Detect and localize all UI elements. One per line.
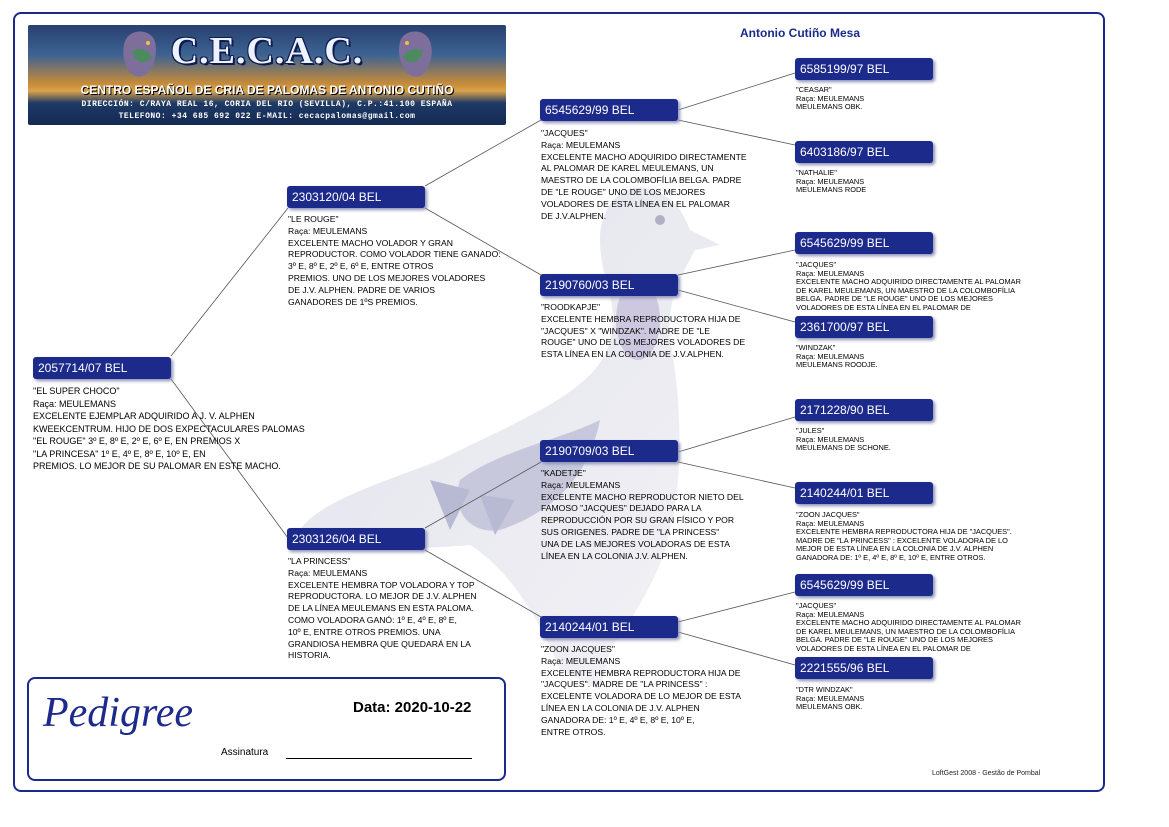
signature-line: [286, 758, 472, 759]
header-banner: [28, 25, 506, 125]
gg-info-1: "CEASAR" Raça: MEULEMANS MEULEMANS OBK.: [796, 85, 865, 112]
gg-info-2: "NATHALIE" Raça: MEULEMANS MEULEMANS RODE: [796, 168, 867, 195]
gg-ring-7[interactable]: 6545629/99 BEL: [795, 574, 933, 596]
gg-ring-8[interactable]: 2221555/96 BEL: [795, 657, 933, 679]
gg-info-8: "DTR WINDZAK" Raça: MEULEMANS MEULEMANS OBK.: [796, 685, 865, 712]
sire-ring[interactable]: 2303120/04 BEL: [287, 186, 425, 208]
banner-title: C.E.C.A.C.: [170, 30, 364, 72]
gg-info-5: "JULES" Raça: MEULEMANS MEULEMANS DE SCHONE.: [796, 426, 891, 453]
gg-info-4: "WINDZAK" Raça: MEULEMANS MEULEMANS ROODJE.: [796, 343, 878, 370]
owner-name: Antonio Cutiño Mesa: [740, 26, 860, 40]
gg-ring-4[interactable]: 2361700/97 BEL: [795, 316, 933, 338]
pedigree-logo-text: Pedigree: [43, 690, 194, 736]
sire-dam-ring[interactable]: 2190760/03 BEL: [540, 274, 678, 296]
gg-info-6: "ZOON JACQUES" Raça: MEULEMANS EXCELENTE HEMBRA REPRODUCTORA HIJA DE "JACQUES". MADRE DE "LA PRINCESS" : EXCELENTE VOLADORA DE LO MEJOR DE ESTA LÍNEA EN LA COLONIA DE J.V. ALPHEN GANADORA DE: 1º E, 4º E, 8º E, 10º E, ENTRE OTROS.: [796, 510, 1012, 562]
dam-dam-ring[interactable]: 2140244/01 BEL: [540, 616, 678, 638]
pedigree-footer: [27, 677, 506, 781]
gg-ring-6[interactable]: 2140244/01 BEL: [795, 482, 933, 504]
gg-ring-1[interactable]: 6585199/97 BEL: [795, 58, 933, 80]
gg-ring-2[interactable]: 6403186/97 BEL: [795, 141, 933, 163]
subject-ring[interactable]: 2057714/07 BEL: [33, 357, 171, 379]
dam-dam-info: "ZOON JACQUES" Raça: MEULEMANS EXCELENTE HEMBRA REPRODUCTORA HIJA DE "JACQUES". MADRE DE "LA PRINCESS" : EXCELENTE VOLADORA DE LO MEJOR DE ESTA LÍNEA EN LA COLONIA DE J.V. ALPHEN GANADORA DE: 1º E, 4º E, 8º E, 10º E, ENTRE OTROS.: [541, 644, 741, 737]
subject-info: "EL SUPER CHOCO" Raça: MEULEMANS EXCELENTE EJEMPLAR ADQUIRIDO A J. V. ALPHEN KWEEKCENTRUM. HIJO DE DOS EXPECTACULARES PALOMAS "EL ROUGE" 3º E, 8º E, 2º E, 6º E, EN PREMIOS X "LA PRINCESA" 1º E, 4º E, 8º E, 10º E, EN PREMIOS. LO MEJOR DE SU PALOMAR EN ESTE MACHO.: [33, 386, 305, 471]
dam-ring[interactable]: 2303126/04 BEL: [287, 528, 425, 550]
dam-sire-info: "KADETJE" Raça: MEULEMANS EXCELENTE MACHO REPRODUCTOR NIETO DEL FAMOSO "JACQUES" DEJADO PARA LA REPRODUCCIÓN POR SU GRAN FÍSICO Y POR SUS ORIGENES. PADRE DE "LA PRINCESS" UNA DE LAS MEJORES VOLADORAS DE ESTA LÍNEA EN LA COLONIA J.V. ALPHEN.: [541, 468, 744, 561]
software-credit: LoftGest 2008 - Gestão de Pombal: [932, 770, 1041, 777]
gg-info-3: "JACQUES" Raça: MEULEMANS EXCELENTE MACHO ADQUIRIDO DIRECTAMENTE AL PALOMAR DE KAREL MEULEMANS, UN MAESTRO DE LA COLOMBOFÍLIA BELGA. PADRE DE "LE ROUGE" UNO DE LOS MEJORES VOLADORES DE ESTA LÍNEA EN EL PALOMAR DE: [796, 260, 1021, 312]
sire-sire-ring[interactable]: 6545629/99 BEL: [540, 99, 678, 121]
dam-info: "LA PRINCESS" Raça: MEULEMANS EXCELENTE HEMBRA TOP VOLADORA Y TOP REPRODUCTORA. LO MEJOR DE J.V. ALPHEN DE LA LÍNEA MEULEMANS EN ESTA PALOMA. COMO VOLADORA GANÓ: 1º E, 4º E, 8º E, 10º E, ENTRE OTROS PREMIOS. UNA GRANDIOSA HEMBRA QUE QUEDARÁ EN LA HISTORIA.: [288, 556, 477, 661]
signature-label: Assinatura: [221, 747, 269, 758]
date-label: Data: 2020-10-22: [353, 699, 472, 716]
dam-sire-ring[interactable]: 2190709/03 BEL: [540, 440, 678, 462]
banner-contact: TELEFONO: +34 685 692 022 E-MAIL: cecacpalomas@gmail.com: [118, 112, 416, 121]
banner-subtitle: CENTRO ESPAÑOL DE CRIA DE PALOMAS DE ANTONIO CUTIÑO: [80, 83, 454, 97]
sire-info: "LE ROUGE" Raça: MEULEMANS EXCELENTE MACHO VOLADOR Y GRAN REPRODUCTOR. COMO VOLADOR TIENE GANADO: 3º E, 8º E, 2º E, 6º E, ENTRE OTROS PREMIOS. UNO DE LOS MEJORES VOLADORES DE J.V. ALPHEN. PADRE DE VARIOS GANADORES DE 1ºS PREMIOS.: [288, 214, 501, 307]
gg-info-7: "JACQUES" Raça: MEULEMANS EXCELENTE MACHO ADQUIRIDO DIRECTAMENTE AL PALOMAR DE KAREL MEULEMANS, UN MAESTRO DE LA COLOMBOFÍLIA BELGA. PADRE DE "LE ROUGE" UNO DE LOS MEJORES VOLADORES DE ESTA LÍNEA EN EL PALOMAR DE: [796, 601, 1021, 653]
banner-address: DIRECCIÓN: C/RAYA REAL 16, CORIA DEL RIO (SEVILLA), C.P.:41.100 ESPAÑA: [81, 100, 453, 109]
gg-ring-3[interactable]: 6545629/99 BEL: [795, 232, 933, 254]
sire-dam-info: "ROODKAPJE" EXCELENTE HEMBRA REPRODUCTORA HIJA DE "JACQUES" X "WINDZAK". MADRE DE "LE ROUGE" UNO DE LOS MEJORES VOLADORES DE ESTA LÍNEA EN LA COLONIA DE J.V.ALPHEN.: [541, 302, 746, 360]
gg-ring-5[interactable]: 2171228/90 BEL: [795, 399, 933, 421]
sire-sire-info: "JACQUES" Raça: MEULEMANS EXCELENTE MACHO ADQUIRIDO DIRECTAMENTE AL PALOMAR DE KAREL MEULEMANS, UN MAESTRO DE LA COLOMBOFÍLIA BELGA. PADRE DE "LE ROUGE" UNO DE LOS MEJORES VOLADORES DE ESTA LÍNEA EN EL PALOMAR DE J.V.ALPHEN.: [541, 128, 747, 221]
